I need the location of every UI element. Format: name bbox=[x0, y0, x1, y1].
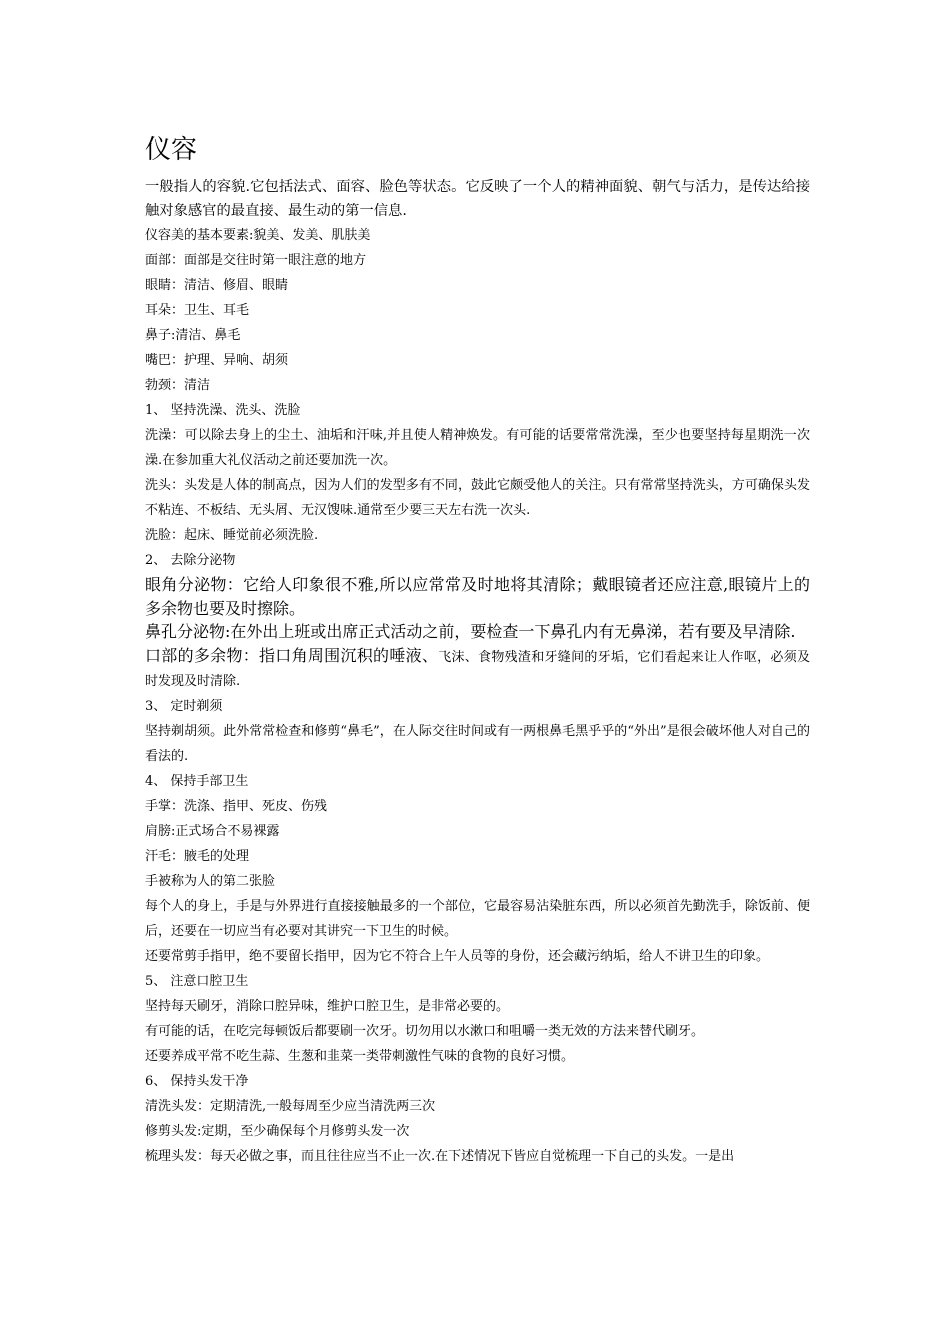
hair-trim-line: 修剪头发:定期，至少确保每个月修剪头发一次 bbox=[145, 1123, 410, 1139]
section-2-heading: 2、 去除分泌物 bbox=[145, 553, 236, 568]
after-meal-line: 有可能的话，在吃完每顿饭后都要刷一次牙。切勿用以水漱口和咀嚼一类无效的方法来替代刷牙。 bbox=[145, 1023, 705, 1039]
hair-comb-line: 梳理头发：每天必做之事，而且往往应当不止一次.在下述情况下皆应自觉梳理一下自己的头发。一是出 bbox=[145, 1148, 735, 1164]
neck-line: 勃颈：清洁 bbox=[145, 378, 211, 393]
section-6-heading: 6、 保持头发干净 bbox=[145, 1073, 249, 1089]
mouth-residue-lead: 口部的多余物：指口角周围沉积的唾液、 bbox=[145, 645, 439, 665]
hand-wash-paragraph: 每个人的身上，手是与外界进行直接接触最多的一个部位，它最容易沾染脏东西，所以必须首先勤洗手，除饭前、便后，还要在一切应当有必要对其讲究一下卫生的时候。 bbox=[145, 898, 810, 939]
hair-wash-paragraph: 洗头：头发是人体的制高点，因为人们的发型多有不同，鼓此它颇受他人的关注。只有常常坚持洗头，方可确保头发不粘连、不板结、无头屑、无汉馊味.通常至少要三天左右洗一次头. bbox=[145, 478, 810, 518]
nose-line: 鼻子:清洁、鼻毛 bbox=[145, 328, 241, 343]
shave-paragraph: 坚持剃胡须。此外常常检查和修剪“鼻毛”，在人际交往时间或有一两根鼻毛黑乎乎的“外出”是很会破坏他人对自己的看法的. bbox=[145, 723, 810, 764]
ears-line: 耳朵：卫生、耳毛 bbox=[145, 303, 250, 318]
nail-paragraph: 还要常剪手指甲，绝不要留长指甲，因为它不符合上午人员等的身份，还会藏污纳垢，给人不讲卫生的印象。 bbox=[145, 948, 770, 964]
section-4-heading: 4、 保持手部卫生 bbox=[145, 773, 249, 789]
palm-line: 手掌：洗涤、指甲、死皮、伤残 bbox=[145, 798, 328, 814]
section-5-heading: 5、 注意口腔卫生 bbox=[145, 973, 249, 989]
section-3-heading: 3、 定时剃须 bbox=[145, 698, 223, 714]
document-body bbox=[145, 176, 810, 1169]
nose-secretion-paragraph: 鼻孔分泌物:在外出上班或出席正式活动之前，要检查一下鼻孔内有无鼻涕，若有要及早清除. bbox=[145, 622, 796, 641]
shoulder-line: 肩膀:正式场合不易裸露 bbox=[145, 823, 280, 839]
face-line: 面部：面部是交往时第一眼注意的地方 bbox=[145, 253, 367, 268]
mouth-residue-paragraph bbox=[145, 644, 810, 694]
hair-clean-line: 清洗头发：定期清洗,一般每周至少应当清洗两三次 bbox=[145, 1098, 436, 1114]
face-wash-paragraph: 洗脸：起床、睡觉前必须洗脸. bbox=[145, 528, 319, 543]
basic-elements-line: 仪容美的基本要素:貌美、发美、肌肤美 bbox=[145, 228, 371, 243]
habit-line: 还要养成平常不吃生蒜、生葱和韭菜一类带刺激性气味的食物的良好习惯。 bbox=[145, 1048, 575, 1064]
brush-line: 坚持每天刷牙，消除口腔异味，维护口腔卫生，是非常必要的。 bbox=[145, 998, 510, 1014]
section-1-heading: 1、 坚持洗澡、洗头、洗脸 bbox=[145, 403, 301, 418]
intro-paragraph: 一般指人的容貌.它包括法式、面容、脸色等状态。它反映了一个人的精神面貌、朝气与活力，是传达给接触对象感官的最直接、最生动的第一信息. bbox=[145, 179, 810, 219]
mouth-line: 嘴巴：护理、异响、胡须 bbox=[145, 353, 289, 368]
second-face-line: 手被称为人的第二张脸 bbox=[145, 873, 276, 889]
mouth-residue-rest: 飞沫、食物残渣和牙缝间的牙垢，它们看起来让人作呕，必须及时发现及时清除. bbox=[145, 649, 810, 689]
sweat-hair-line: 汗毛：腋毛的处理 bbox=[145, 848, 250, 864]
bath-paragraph: 洗澡：可以除去身上的尘土、油垢和汗味,并且使人精神焕发。有可能的话要常常洗澡，至少也要坚持每星期洗一次澡.在参加重大礼仪活动之前还要加洗一次。 bbox=[145, 428, 810, 468]
eyes-line: 眼睛：清洁、修眉、眼睛 bbox=[145, 278, 289, 293]
page-title: 仪容 bbox=[145, 135, 198, 165]
eye-secretion-paragraph: 眼角分泌物：它给人印象很不雅,所以应常常及时地将其清除；戴眼镜者还应注意,眼镜片上的多余物也要及时擦除。 bbox=[145, 575, 810, 618]
